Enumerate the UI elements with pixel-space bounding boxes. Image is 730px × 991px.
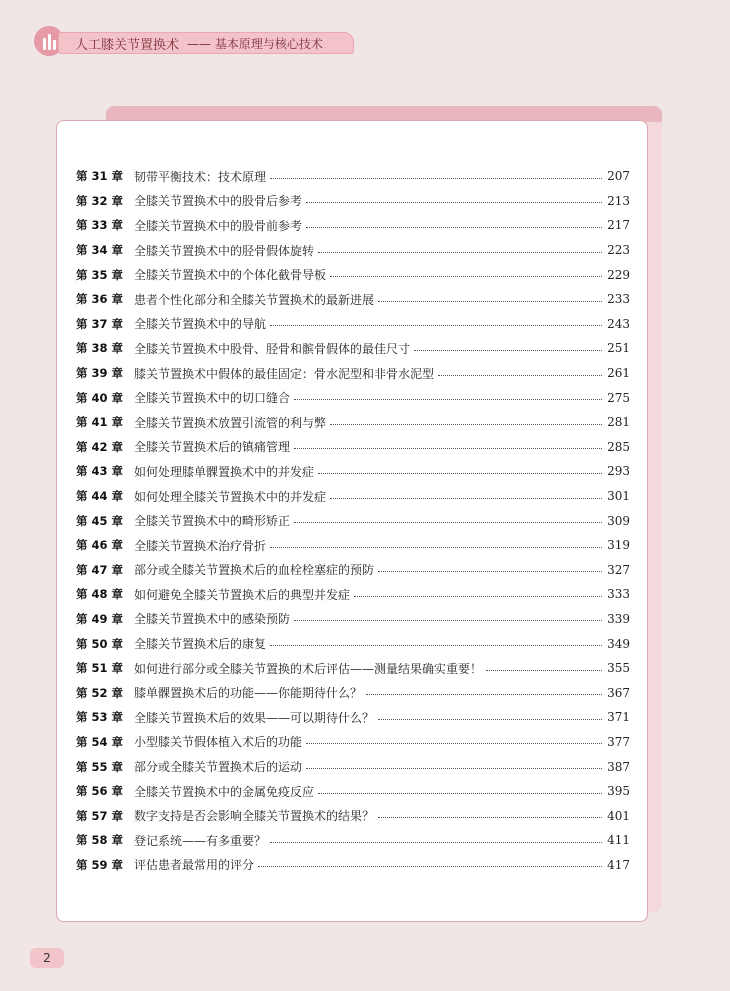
dot-leader bbox=[354, 596, 602, 597]
page-reference: 339 bbox=[607, 611, 630, 626]
chapter-title: 全膝关节置换术中的股骨后参考 bbox=[134, 194, 303, 209]
dot-leader bbox=[258, 866, 602, 867]
toc-row[interactable] bbox=[76, 262, 630, 287]
dot-leader bbox=[294, 522, 602, 523]
toc-row[interactable] bbox=[76, 287, 630, 312]
page-reference: 333 bbox=[607, 587, 630, 602]
dot-leader bbox=[438, 375, 602, 376]
dot-leader bbox=[378, 817, 602, 818]
chapter-title: 全膝关节置换术中的切口缝合 bbox=[134, 391, 291, 406]
chapter-title: 全膝关节置换术中的畸形矫正 bbox=[134, 514, 291, 529]
toc-row[interactable] bbox=[76, 631, 630, 656]
chapter-number: 第 37 章 bbox=[76, 316, 124, 331]
page-reference: 367 bbox=[607, 685, 630, 700]
chapter-number: 第 41 章 bbox=[76, 415, 124, 430]
page-reference: 207 bbox=[607, 169, 630, 184]
dot-leader bbox=[330, 424, 602, 425]
chapter-title: 如何处理全膝关节置换术中的并发症 bbox=[134, 489, 327, 504]
chapter-number: 第 50 章 bbox=[76, 636, 124, 651]
page-reference: 417 bbox=[607, 857, 630, 872]
dot-leader bbox=[306, 768, 602, 769]
dot-leader bbox=[318, 793, 602, 794]
chapter-title: 登记系统——有多重要？ bbox=[134, 833, 267, 848]
dot-leader bbox=[414, 350, 602, 351]
dot-leader bbox=[270, 178, 602, 179]
toc-row[interactable] bbox=[76, 803, 630, 828]
page-reference: 275 bbox=[607, 390, 630, 405]
dot-leader bbox=[378, 719, 602, 720]
chapter-title: 全膝关节置换术中的导航 bbox=[134, 317, 267, 332]
toc-row[interactable] bbox=[76, 459, 630, 484]
chapter-title: 数字支持是否会影响全膝关节置换术的结果？ bbox=[134, 809, 375, 824]
chapter-number: 第 44 章 bbox=[76, 489, 124, 504]
toc-row[interactable] bbox=[76, 533, 630, 558]
chapter-number: 第 54 章 bbox=[76, 734, 124, 749]
dot-leader bbox=[306, 227, 602, 228]
chapter-number: 第 33 章 bbox=[76, 218, 124, 233]
page-reference: 213 bbox=[607, 193, 630, 208]
dot-leader bbox=[378, 571, 602, 572]
page-reference: 281 bbox=[607, 415, 630, 430]
chapter-number: 第 40 章 bbox=[76, 390, 124, 405]
chapter-title: 部分或全膝关节置换术后的运动 bbox=[134, 760, 303, 775]
page-reference: 293 bbox=[607, 464, 630, 479]
toc-row[interactable] bbox=[76, 238, 630, 263]
page-reference: 217 bbox=[607, 218, 630, 233]
chapter-title: 如何处理膝单髁置换术中的并发症 bbox=[134, 464, 315, 479]
chapter-number: 第 46 章 bbox=[76, 538, 124, 553]
chapter-title: 全膝关节置换术中股骨、胫骨和髌骨假体的最佳尺寸 bbox=[134, 341, 411, 356]
dot-leader bbox=[294, 399, 602, 400]
chapter-number: 第 48 章 bbox=[76, 587, 124, 602]
toc-row[interactable] bbox=[76, 680, 630, 705]
page-reference: 261 bbox=[607, 366, 630, 381]
page-reference: 309 bbox=[607, 513, 630, 528]
chapter-title: 全膝关节置换术中的个体化截骨导板 bbox=[134, 268, 327, 283]
page-reference: 355 bbox=[607, 661, 630, 676]
toc-row[interactable] bbox=[76, 336, 630, 361]
chapter-number: 第 42 章 bbox=[76, 439, 124, 454]
chapter-number: 第 45 章 bbox=[76, 513, 124, 528]
chapter-title: 全膝关节置换术治疗骨折 bbox=[134, 538, 267, 553]
chapter-title: 全膝关节置换术中的感染预防 bbox=[134, 612, 291, 627]
toc-row[interactable] bbox=[76, 435, 630, 460]
chapter-title: 膝关节置换术中假体的最佳固定：骨水泥型和非骨水泥型 bbox=[134, 366, 435, 381]
dot-leader bbox=[318, 252, 602, 253]
chapter-title: 全膝关节置换术中的金属免疫反应 bbox=[134, 784, 315, 799]
page-reference: 349 bbox=[607, 636, 630, 651]
toc-row[interactable] bbox=[76, 779, 630, 804]
chapter-number: 第 59 章 bbox=[76, 857, 124, 872]
toc-row[interactable] bbox=[76, 730, 630, 755]
dot-leader bbox=[270, 547, 602, 548]
toc-row[interactable] bbox=[76, 361, 630, 386]
chapter-number: 第 55 章 bbox=[76, 759, 124, 774]
chapter-title: 膝单髁置换术后的功能——你能期待什么？ bbox=[134, 686, 363, 701]
toc-row[interactable] bbox=[76, 189, 630, 214]
page-reference: 401 bbox=[607, 808, 630, 823]
chapter-title: 全膝关节置换术后的效果——可以期待什么？ bbox=[134, 710, 375, 725]
chapter-title: 全膝关节置换术中的胫骨假体旋转 bbox=[134, 243, 315, 258]
page-reference: 301 bbox=[607, 489, 630, 504]
page-reference: 371 bbox=[607, 710, 630, 725]
page-reference: 223 bbox=[607, 243, 630, 258]
chapter-number: 第 31 章 bbox=[76, 169, 124, 184]
dot-leader bbox=[378, 301, 602, 302]
dot-leader bbox=[270, 842, 602, 843]
page-reference: 327 bbox=[607, 562, 630, 577]
header-banner bbox=[58, 32, 354, 54]
dot-leader bbox=[306, 743, 602, 744]
page-reference: 319 bbox=[607, 538, 630, 553]
book-title: 人工膝关节置换术 bbox=[75, 37, 180, 53]
chapter-number: 第 36 章 bbox=[76, 292, 124, 307]
chapter-number: 第 57 章 bbox=[76, 808, 124, 823]
chapter-title: 全膝关节置换术中的股骨前参考 bbox=[134, 218, 303, 233]
chapter-title: 全膝关节置换术后的康复 bbox=[134, 637, 267, 652]
page-reference: 377 bbox=[607, 734, 630, 749]
toc-row[interactable] bbox=[76, 828, 630, 853]
dot-leader bbox=[270, 645, 602, 646]
dot-leader bbox=[330, 498, 602, 499]
chapter-number: 第 49 章 bbox=[76, 611, 124, 626]
page-reference: 233 bbox=[607, 292, 630, 307]
page-reference: 387 bbox=[607, 759, 630, 774]
toc-row[interactable] bbox=[76, 853, 630, 878]
chapter-title: 如何避免全膝关节置换术后的典型并发症 bbox=[134, 587, 351, 602]
dot-leader bbox=[270, 325, 602, 326]
chapter-number: 第 56 章 bbox=[76, 784, 124, 799]
chapter-number: 第 43 章 bbox=[76, 464, 124, 479]
page-number: 2 bbox=[30, 948, 64, 968]
dot-leader bbox=[294, 620, 602, 621]
chapter-title: 全膝关节置换术后的镇痛管理 bbox=[134, 440, 291, 455]
chapter-number: 第 32 章 bbox=[76, 193, 124, 208]
toc-row[interactable] bbox=[76, 484, 630, 509]
toc-row[interactable] bbox=[76, 754, 630, 779]
dot-leader bbox=[486, 670, 602, 671]
page-reference: 229 bbox=[607, 267, 630, 282]
toc-row[interactable] bbox=[76, 213, 630, 238]
toc-row[interactable] bbox=[76, 607, 630, 632]
toc-row[interactable] bbox=[76, 656, 630, 681]
chapter-title: 患者个性化部分和全膝关节置换术的最新进展 bbox=[134, 292, 375, 307]
chapter-number: 第 53 章 bbox=[76, 710, 124, 725]
chapter-title: 全膝关节置换术放置引流管的利与弊 bbox=[134, 415, 327, 430]
toc-row[interactable] bbox=[76, 410, 630, 435]
chapter-number: 第 47 章 bbox=[76, 562, 124, 577]
chapter-number: 第 52 章 bbox=[76, 685, 124, 700]
toc-row[interactable] bbox=[76, 582, 630, 607]
chapter-number: 第 39 章 bbox=[76, 366, 124, 381]
chapter-title: 如何进行部分或全膝关节置换的术后评估——测量结果确实重要！ bbox=[134, 661, 483, 676]
chapter-number: 第 35 章 bbox=[76, 267, 124, 282]
page-reference: 395 bbox=[607, 784, 630, 799]
page-reference: 243 bbox=[607, 316, 630, 331]
chapter-number: 第 34 章 bbox=[76, 243, 124, 258]
chapter-title: 韧带平衡技术：技术原理 bbox=[134, 169, 267, 184]
chapter-number: 第 58 章 bbox=[76, 833, 124, 848]
dot-leader bbox=[330, 276, 602, 277]
toc-row[interactable] bbox=[76, 164, 630, 189]
dot-leader bbox=[306, 202, 602, 203]
chapter-number: 第 38 章 bbox=[76, 341, 124, 356]
chapter-title: 小型膝关节假体植入术后的功能 bbox=[134, 735, 303, 750]
toc-row[interactable] bbox=[76, 312, 630, 337]
chapter-title: 部分或全膝关节置换术后的血栓栓塞症的预防 bbox=[134, 563, 375, 578]
book-subtitle: —— 基本原理与核心技术 bbox=[187, 36, 323, 51]
dot-leader bbox=[294, 448, 602, 449]
table-of-contents bbox=[76, 164, 630, 877]
toc-row[interactable] bbox=[76, 508, 630, 533]
toc-row[interactable] bbox=[76, 385, 630, 410]
page-reference: 411 bbox=[607, 833, 630, 848]
toc-row[interactable] bbox=[76, 705, 630, 730]
chapter-title: 评估患者最常用的评分 bbox=[134, 858, 255, 873]
toc-row[interactable] bbox=[76, 558, 630, 583]
dot-leader bbox=[318, 473, 602, 474]
chapter-number: 第 51 章 bbox=[76, 661, 124, 676]
page-reference: 285 bbox=[607, 439, 630, 454]
dot-leader bbox=[366, 694, 602, 695]
page-reference: 251 bbox=[607, 341, 630, 356]
